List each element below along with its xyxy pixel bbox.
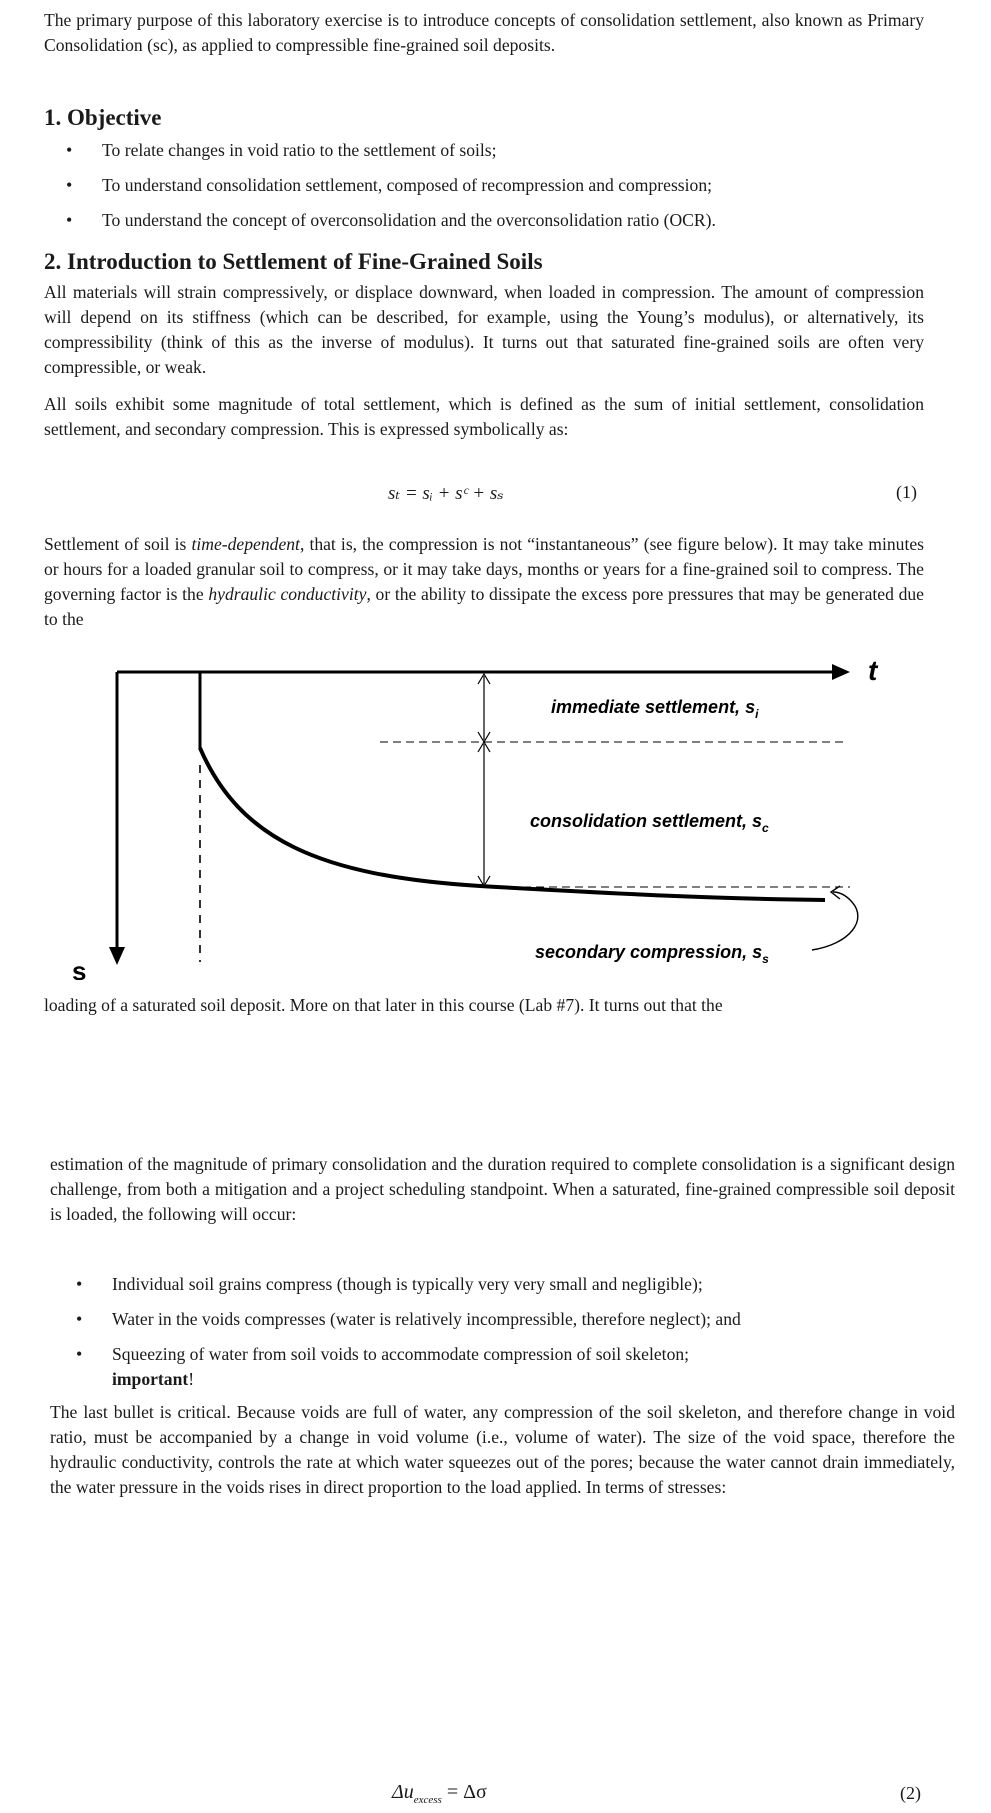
consolidation-settlement-label: consolidation settlement, $s_c$ — [530, 811, 769, 835]
effects-list-block — [50, 1272, 955, 1392]
intro-block — [44, 8, 924, 58]
equation-1-number: (1) — [896, 482, 917, 502]
section-1-heading: 1. Objective — [44, 105, 162, 130]
bullet-icon: • — [66, 210, 73, 230]
bullet-icon: • — [76, 1344, 83, 1364]
bullet-icon: • — [76, 1309, 83, 1329]
section-objective — [44, 104, 924, 233]
list-item: • To relate changes in void ratio to the settlement of soils; — [66, 138, 924, 163]
secondary-compression-label: secondary compression, $s_s$ — [535, 942, 769, 966]
list-item: • To understand consolidation settlement, composed of recompression and compression; — [66, 173, 924, 198]
section-2-paragraph-3: Settlement of soil is time-dependent, that is, the compression is not “instantaneous” (see figure below). It may take minutes or hours for a loaded granular soil to compress, or it may take days, months or years for a fine-grained soil to compress. The governing factor is the hydraulic conductivity, or the ability to dissipate the excess pore pressures that may be generated due to the — [44, 534, 924, 629]
intro-paragraph: The primary purpose of this laboratory exercise is to introduce concepts of consolidation settlement, also known as Primary Consolidation (sc), as applied to compressible fine-grained soil deposits. — [44, 10, 924, 55]
objective-list — [66, 138, 924, 233]
equation-2: $\Delta u_{excess} = \Delta\sigma$ — [392, 1781, 487, 1806]
equation-2-number: (2) — [900, 1783, 921, 1803]
time-axis-arrow-icon — [832, 664, 850, 680]
s-axis-label: s — [72, 956, 87, 980]
continued-paragraph-block — [50, 1152, 955, 1227]
critical-paragraph: The last bullet is critical. Because voids are full of water, any compression of the soil skeleton, and therefore change in void ratio, must be accompanied by a change in void volume (i.e., volume of water). The size of the void space, therefore the hydraulic conductivity, controls the rate at which water squeezes out of the pores; because the water cannot drain immediately, the water pressure in the voids rises in direct proportion to the load applied. In terms of stresses: — [50, 1402, 955, 1497]
section-2-paragraph-3-block — [44, 532, 924, 632]
list-item: • To understand the concept of overconsolidation and the overconsolidation ratio (OCR). — [66, 208, 924, 233]
equation-1: sₜ = sᵢ + sᶜ + sₛ — [388, 483, 504, 504]
section-2-paragraph-4-block — [44, 993, 924, 1018]
bullet-icon: • — [66, 175, 73, 195]
list-item: • Individual soil grains compress (though is typically very very small and negligible); — [76, 1272, 955, 1297]
emphasis-important: important — [112, 1369, 189, 1389]
continued-paragraph-1: estimation of the magnitude of primary consolidation and the duration required to complete consolidation is a significant design challenge, from both a mitigation and a project scheduling standpoint. When a saturated, fine-grained compressible soil deposit is loaded, the following will occur: — [50, 1154, 955, 1224]
settlement-time-figure — [0, 650, 991, 980]
list-item: • Water in the voids compresses (water is relatively incompressible, therefore neglect); and — [76, 1307, 955, 1332]
bullet-icon: • — [76, 1274, 83, 1294]
section-2-paragraph-1: All materials will strain compressively, or displace downward, when loaded in compression. The amount of compression will depend on its stiffness (which can be described, for example, using the Young’s modulus), or alternatively, its compressibility (think of this as the inverse of modulus). It turns out that saturated fine-grained soils are often very compressible, or weak. — [44, 282, 924, 377]
section-2-paragraph-4: loading of a saturated soil deposit. More on that later in this course (Lab #7). It turns out that the — [44, 995, 723, 1015]
settlement-axis-arrow-icon — [109, 947, 125, 965]
section-2-paragraph-2: All soils exhibit some magnitude of total settlement, which is defined as the sum of initial settlement, consolidation settlement, and secondary compression. This is expressed symbolically as: — [44, 394, 924, 439]
critical-paragraph-block — [50, 1400, 955, 1500]
immediate-settlement-label: immediate settlement, $s_i$ — [551, 697, 759, 721]
emphasis-time-dependent: time-dependent — [191, 534, 300, 554]
section-2-heading: 2. Introduction to Settlement of Fine-Grained Soils — [44, 249, 543, 274]
list-item: • Squeezing of water from soil voids to accommodate compression of soil skeleton; important! — [76, 1344, 690, 1389]
emphasis-hydraulic-conductivity: hydraulic conductivity — [208, 584, 367, 604]
section-introduction — [44, 248, 924, 442]
t-axis-label: t — [868, 655, 878, 686]
bullet-icon: • — [66, 140, 73, 160]
effects-list — [76, 1272, 955, 1392]
